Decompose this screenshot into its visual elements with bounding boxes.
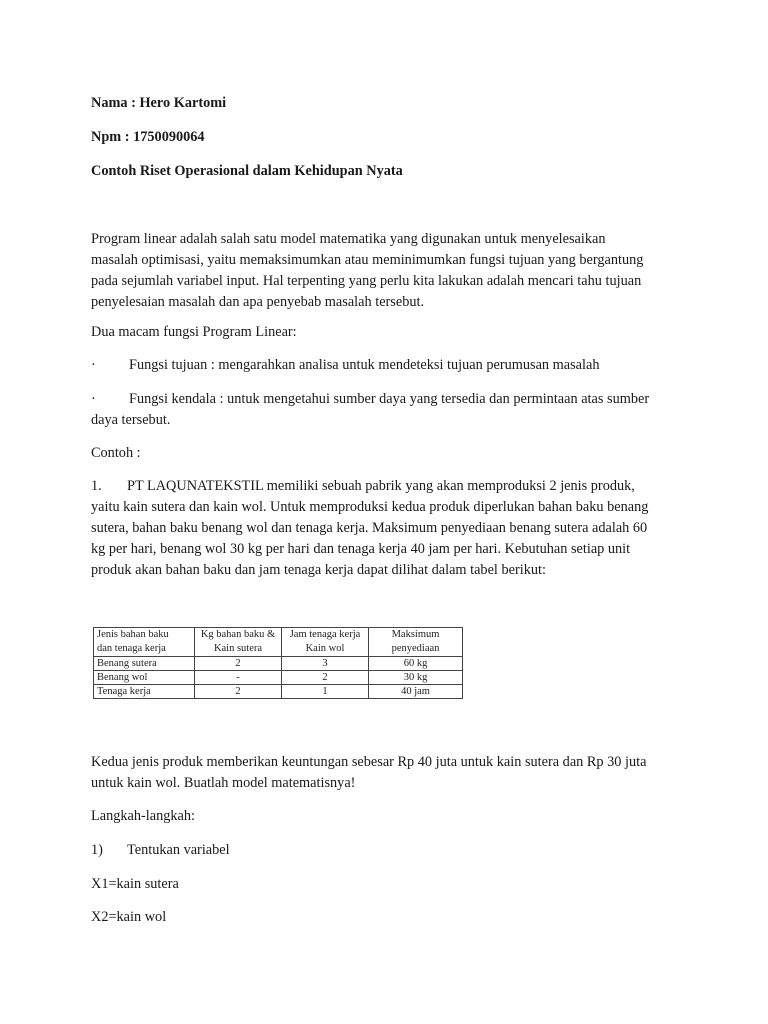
table-cell: 40 jam: [369, 685, 463, 699]
example-line: produk akan bahan baku dan jam tenaga kerja dapat dilihat dalam tabel berikut:: [91, 562, 546, 578]
steps-label: Langkah-langkah:: [91, 808, 196, 824]
bullet-item-fungsi-kendala: [91, 389, 691, 431]
profit-line: untuk kain wol. Buatlah model matematisnya!: [91, 775, 356, 791]
variable-x1: X1=kain sutera: [91, 876, 179, 892]
example-line: yaitu kain sutera dan kain wol. Untuk memproduksi kedua produk diperlukan bahan baku benang: [91, 499, 649, 515]
table-header-cell: Jam tenaga kerja Kain wol: [282, 628, 369, 657]
variable-x2: X2=kain wol: [91, 909, 167, 925]
bullet-item-fungsi-tujuan: [91, 355, 600, 375]
intro-paragraph: [91, 229, 691, 313]
table-cell: Tenaga kerja: [94, 685, 195, 699]
bullet-text: Fungsi tujuan : mengarahkan analisa untuk mendeteksi tujuan perumusan masalah: [129, 357, 600, 373]
intro-line: masalah optimisasi, yaitu memaksimumkan atau meminimumkan fungsi tujuan yang bergantung: [91, 252, 644, 268]
document-title: Contoh Riset Operasional dalam Kehidupan Nyata: [91, 163, 403, 179]
example-number: 1.: [91, 478, 102, 494]
table-cell: -: [195, 671, 282, 685]
student-name: Nama : Hero Kartomi: [91, 95, 227, 111]
student-npm: Npm : 1750090064: [91, 129, 205, 145]
table-cell: 2: [282, 671, 369, 685]
table-header-cell: Kg bahan baku & Kain sutera: [195, 628, 282, 657]
table-header-cell: Jenis bahan baku dan tenaga kerja: [94, 628, 195, 657]
example-paragraph: [91, 476, 691, 581]
table-cell: 3: [282, 657, 369, 671]
table-row: [94, 685, 463, 699]
table-cell: 30 kg: [369, 671, 463, 685]
bullet-text-continued: daya tersebut.: [91, 412, 171, 428]
table-cell: 2: [195, 657, 282, 671]
table-row: [94, 657, 463, 671]
table-cell: 1: [282, 685, 369, 699]
table-cell: 60 kg: [369, 657, 463, 671]
requirements-table: [93, 627, 463, 699]
example-line: PT LAQUNATEKSTIL memiliki sebuah pabrik yang akan memproduksi 2 jenis produk,: [127, 478, 635, 494]
step-item: [91, 840, 230, 860]
profit-paragraph: [91, 752, 691, 794]
contoh-label: Contoh :: [91, 445, 141, 461]
table-header-row: [94, 628, 463, 657]
intro-line: Program linear adalah salah satu model matematika yang digunakan untuk menyelesaikan: [91, 231, 606, 247]
step-number: 1): [91, 842, 103, 858]
table-cell: Benang wol: [94, 671, 195, 685]
bullet-mark: ·: [91, 357, 96, 373]
table-row: [94, 671, 463, 685]
example-line: kg per hari, benang wol 30 kg per hari dan tenaga kerja 40 jam per hari. Kebutuhan setiap unit: [91, 541, 631, 557]
table-header-cell: Maksimum penyediaan: [369, 628, 463, 657]
step-text: Tentukan variabel: [127, 842, 230, 858]
bullet-text: Fungsi kendala : untuk mengetahui sumber daya yang tersedia dan permintaan atas sumber: [129, 391, 650, 407]
profit-line: Kedua jenis produk memberikan keuntungan sebesar Rp 40 juta untuk kain sutera dan Rp 30 juta: [91, 754, 647, 770]
two-types-heading: Dua macam fungsi Program Linear:: [91, 324, 297, 340]
bullet-mark: ·: [91, 391, 96, 407]
intro-line: penyelesaian masalah dan apa penyebab masalah tersebut.: [91, 294, 425, 310]
intro-line: pada sejumlah variabel input. Hal terpenting yang perlu kita lakukan adalah mencari tahu tujuan: [91, 273, 642, 289]
table-cell: Benang sutera: [94, 657, 195, 671]
example-line: sutera, bahan baku benang wol dan tenaga kerja. Maksimum penyediaan benang sutera adalah 60: [91, 520, 648, 536]
table-cell: 2: [195, 685, 282, 699]
